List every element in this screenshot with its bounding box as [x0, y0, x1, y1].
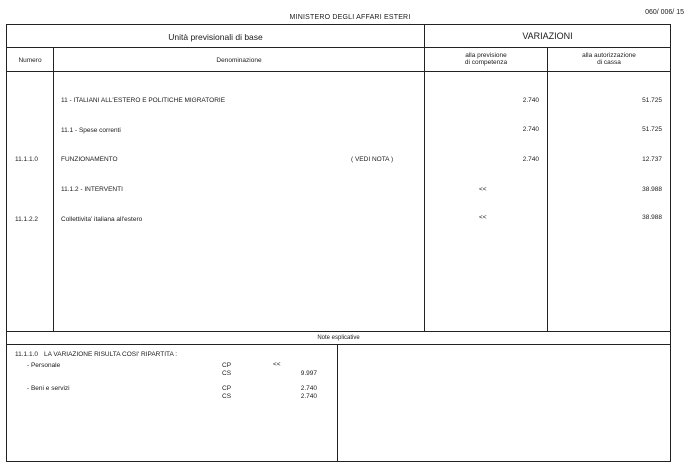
- document-frame: [6, 24, 671, 462]
- col-cash-header: [548, 52, 670, 66]
- row-3-note: ( VEDI NOTA ): [351, 156, 394, 163]
- section-base-units: Unità previsionali di base: [168, 32, 263, 42]
- divider-number: [53, 47, 54, 331]
- notes-item-1-label: - Personale: [27, 362, 61, 369]
- row-2-competence: 2.740: [522, 126, 539, 133]
- col-cash-line-1: alla autorizzazione: [582, 52, 636, 59]
- notes-number: 11.1.1.0: [15, 351, 39, 358]
- header-line-1: [7, 47, 670, 48]
- row-3-number: 11.1.1.0: [15, 156, 39, 163]
- notes-divider: [337, 344, 338, 461]
- header-line-2: [7, 71, 670, 72]
- notes-item-2-cs-value: 2.740: [300, 393, 317, 400]
- col-competence-line-2: di competenza: [464, 59, 508, 66]
- notes-item-2-cs: CS: [222, 393, 232, 400]
- row-5-cash: 38.988: [642, 214, 662, 221]
- notes-item-1-cs-value: 9.997: [300, 370, 317, 377]
- col-name-header: Denominazione: [216, 57, 262, 64]
- page-code: 060/ 006/ 15: [645, 9, 684, 16]
- col-number-header: Numero: [18, 57, 42, 64]
- row-3-cash: 12.737: [642, 156, 662, 163]
- col-cash-line-2: di cassa: [597, 59, 621, 66]
- notes-item-1-cs: CS: [222, 370, 232, 377]
- notes-item-2-label: - Beni e servizi: [27, 385, 70, 392]
- notes-item-1-cp: CP: [222, 362, 232, 369]
- row-2-name: 11.1 - Spese correnti: [61, 127, 121, 134]
- col-competence-line-1: alla previsione: [465, 52, 507, 59]
- notes-line-1: [7, 331, 670, 332]
- row-1-cash: 51.725: [642, 97, 662, 104]
- row-3-name: FUNZIONAMENTO: [61, 156, 118, 163]
- row-5-number: 11.1.2.2: [15, 216, 39, 223]
- row-4-cash: 38.988: [642, 186, 662, 193]
- row-4-competence: <<: [479, 186, 487, 193]
- col-competence-header: [425, 52, 547, 66]
- notes-item-2-cp-value: 2.740: [300, 385, 317, 392]
- row-5-competence: <<: [479, 214, 487, 221]
- notes-title: Note esplicative: [317, 335, 360, 341]
- notes-text: LA VARIAZIONE RISULTA COSI' RIPARTITA :: [44, 351, 178, 358]
- row-1-competence: 2.740: [522, 97, 539, 104]
- notes-item-2-cp: CP: [222, 385, 232, 392]
- row-5-name: Collettivita' italiana all'estero: [61, 216, 143, 223]
- section-variations: VARIAZIONI: [522, 31, 573, 41]
- row-4-name: 11.1.2 - INTERVENTI: [61, 186, 123, 193]
- row-2-cash: 51.725: [642, 126, 662, 133]
- row-3-competence: 2.740: [522, 156, 539, 163]
- row-1-name: 11 - ITALIANI ALL'ESTERO E POLITICHE MIGRATORIE: [61, 97, 226, 104]
- notes-line-2: [7, 344, 670, 345]
- ministry-title: MINISTERO DEGLI AFFARI ESTERI: [289, 14, 411, 21]
- notes-item-1-cp-value: <<: [273, 361, 281, 368]
